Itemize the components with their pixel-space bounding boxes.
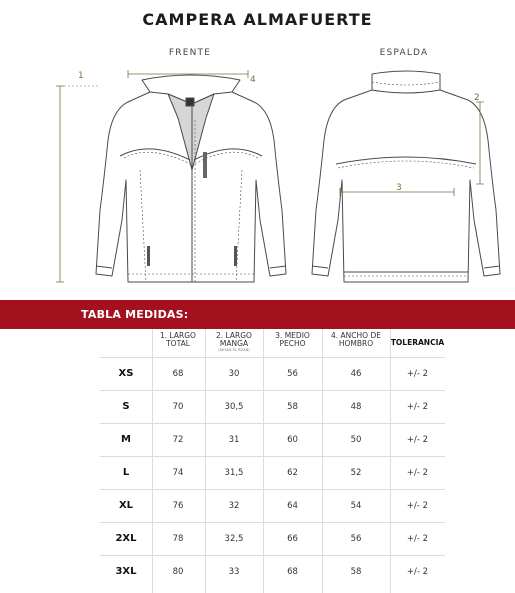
dimension-label-3: 3	[396, 183, 402, 193]
front-view-label: FRENTE	[168, 48, 212, 58]
table-cell-col-largo-total: 70	[172, 402, 184, 412]
table-cell-col-largo-manga: 32	[228, 501, 240, 511]
table-row-rule	[100, 456, 445, 457]
col-tolerancia-header	[390, 339, 445, 347]
table-cell-col-medio-pecho: 68	[287, 567, 298, 577]
table-cell-col-tolerancia: +/- 2	[406, 435, 429, 445]
size-table	[100, 329, 515, 593]
table-cell-col-largo-manga: 30	[228, 369, 240, 379]
table-cell-col-tolerancia: +/- 2	[406, 402, 429, 412]
table-cell-col-ancho-hombro: 48	[350, 402, 362, 412]
table-row-rule	[100, 357, 445, 358]
dimension-line-1	[56, 86, 64, 282]
table-row-rule	[100, 489, 445, 490]
table-cell-col-largo-total: 68	[172, 369, 184, 379]
table-cell-col-tolerancia: +/- 2	[406, 501, 429, 511]
size-table-banner	[0, 300, 515, 329]
table-cell-col-ancho-hombro: 54	[350, 501, 362, 511]
table-cell-col-medio-pecho: 58	[287, 402, 298, 412]
table-cell-col-tolerancia: +/- 2	[406, 468, 429, 478]
table-cell-col-tolerancia: +/- 2	[406, 534, 429, 544]
col-largo-total-header	[152, 332, 204, 348]
col-medio-pecho-header	[263, 332, 322, 348]
col-largo-total-label: 1. LARGO TOTAL	[160, 331, 196, 348]
table-cell-col-largo-manga: 33	[228, 567, 240, 577]
col-medio-pecho-label: 3. MEDIO PECHO	[275, 331, 310, 348]
size-label-3xl: 3XL	[115, 566, 137, 577]
table-cell-col-ancho-hombro: 56	[350, 534, 362, 544]
table-cell-col-largo-manga: 31,5	[224, 468, 244, 478]
table-cell-col-medio-pecho: 60	[287, 435, 298, 445]
size-label-m: M	[121, 434, 131, 445]
table-cell-col-ancho-hombro: 52	[350, 468, 362, 478]
table-row-rule	[100, 555, 445, 556]
back-jacket-drawing	[312, 71, 500, 282]
page-title: CAMPERA ALMAFUERTE	[142, 10, 373, 29]
jacket-illustration	[0, 60, 515, 300]
table-cell-col-largo-total: 78	[172, 534, 184, 544]
size-table-heading: TABLA MEDIDAS:	[81, 308, 189, 321]
col-ancho-hombro-label: 4. ANCHO DE HOMBRO	[331, 331, 381, 348]
table-cell-col-tolerancia: +/- 2	[406, 369, 429, 379]
col-ancho-hombro-header	[322, 332, 390, 348]
front-jacket-drawing	[96, 75, 286, 282]
table-cell-col-medio-pecho: 62	[287, 468, 298, 478]
col-largo-manga-label: 2. LARGO MANGA	[216, 331, 252, 348]
table-cell-col-ancho-hombro: 50	[350, 435, 362, 445]
table-cell-col-largo-manga: 30,5	[224, 402, 244, 412]
size-label-s: S	[122, 401, 130, 412]
back-view-label: ESPALDA	[379, 48, 429, 58]
size-label-xl: XL	[118, 500, 134, 511]
dimension-label-1: 1	[78, 71, 84, 81]
table-cell-col-medio-pecho: 66	[287, 534, 298, 544]
table-cell-col-medio-pecho: 64	[287, 501, 298, 511]
size-label-l: L	[122, 467, 130, 478]
table-row-rule	[100, 423, 445, 424]
col-largo-manga-header	[205, 332, 263, 352]
table-cell-col-largo-total: 74	[172, 468, 184, 478]
table-row-rule	[100, 390, 445, 391]
dimension-label-2: 2	[474, 93, 480, 103]
size-label-2xl: 2XL	[115, 533, 137, 544]
back-body-outline	[312, 90, 500, 282]
table-cell-col-medio-pecho: 56	[287, 369, 298, 379]
table-cell-col-largo-total: 76	[172, 501, 184, 511]
table-cell-col-largo-manga: 32,5	[224, 534, 244, 544]
back-collar	[372, 71, 440, 93]
col-tolerancia-label: TOLERANCIA	[390, 338, 445, 347]
col-largo-manga-note: (DESDE EL ROAN)	[218, 348, 250, 352]
table-cell-col-tolerancia: +/- 2	[406, 567, 429, 577]
size-label-xs: XS	[118, 368, 134, 379]
table-cell-col-largo-total: 80	[172, 567, 184, 577]
dimension-label-4: 4	[250, 75, 256, 85]
table-cell-col-largo-total: 72	[172, 435, 184, 445]
table-cell-col-ancho-hombro: 46	[350, 369, 362, 379]
collar-tag	[186, 98, 194, 106]
table-cell-col-ancho-hombro: 58	[350, 567, 362, 577]
table-row-rule	[100, 522, 445, 523]
table-cell-col-largo-manga: 31	[228, 435, 240, 445]
